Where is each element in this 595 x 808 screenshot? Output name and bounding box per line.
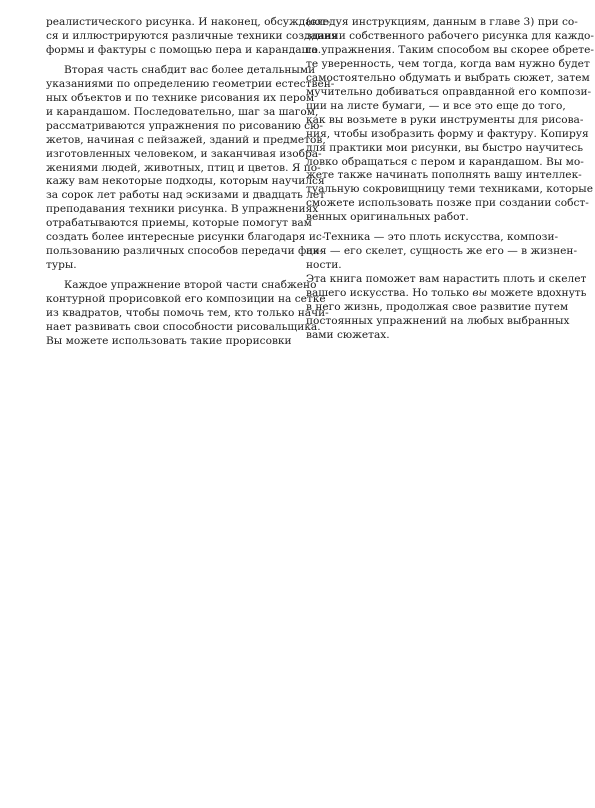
text-line: жете также начинать пополнять вашу интеллек- xyxy=(306,169,582,182)
text-line: ловко обращаться с пером и карандашом. Вы мо- xyxy=(306,155,584,168)
text-line: для практики мои рисунки, вы быстро научитесь xyxy=(306,141,583,154)
text-line: те уверенность, чем тогда, когда вам нужно будет xyxy=(306,57,590,70)
text-line: (следуя инструкциям, данным в главе 3) при со- xyxy=(306,16,578,28)
text-line: отрабатываются приемы, которые помогут вам xyxy=(46,217,312,230)
text-line: за сорок лет работы над эскизами и двадцать лет xyxy=(46,189,325,202)
text-line: нает развивать свои способности рисовальщика. xyxy=(46,321,321,334)
text-line: ции на листе бумаги, — и все это еще до того, xyxy=(306,99,566,112)
text-line: как вы возьмете в руки инструменты для рисова- xyxy=(306,113,584,126)
text-line: контурной прорисовкой его композиции на сетке xyxy=(46,293,326,306)
left-column xyxy=(46,16,338,349)
text-line: жениями людей, животных, птиц и цветов. Я по- xyxy=(46,161,321,174)
text-line: здании собственного рабочего рисунка для каждо- xyxy=(306,29,594,42)
text-line: мучительно добиваться оправданной его компози- xyxy=(306,85,592,98)
text-line: сможете использовать позже при создании собст- xyxy=(306,197,589,210)
text-line: ния, чтобы изобразить форму и фактуру. Копируя xyxy=(306,127,589,140)
text-line: из квадратов, чтобы помочь тем, кто только начи- xyxy=(46,307,329,320)
text-line: жетов, начиная с пейзажей, зданий и предметов, xyxy=(46,133,326,146)
text-line: туры. xyxy=(46,259,77,272)
text-line: Техника — это плоть искусства, компози- xyxy=(324,231,559,244)
text-line: кажу вам некоторые подходы, которым научился xyxy=(46,175,325,188)
text-line: рассматриваются упражнения по рисованию сю- xyxy=(46,119,323,132)
text-line: реалистического рисунка. И наконец, обсуждают- xyxy=(46,16,331,28)
text-line: ных объектов и по технике рисования их пером xyxy=(46,91,315,104)
text-line: вами сюжетах. xyxy=(306,328,390,341)
text-line xyxy=(306,287,587,301)
text-line: го упражнения. Таким способом вы скорее обрете- xyxy=(306,43,594,56)
text-line: венных оригинальных работ. xyxy=(306,211,469,224)
text-line: ности. xyxy=(306,259,342,272)
text-line: Каждое упражнение второй части снабжено xyxy=(64,279,317,292)
text-segment: можете вдохнуть xyxy=(487,287,587,300)
text-line: создать более интересные рисунки благодаря ис- xyxy=(46,231,326,244)
text-line: и карандашом. Последовательно, шаг за шагом, xyxy=(46,105,319,118)
text-line: Вторая часть снабдит вас более детальными xyxy=(64,63,316,76)
text-line: преподавания техники рисунка. В упражнениях xyxy=(46,203,319,216)
text-line: самостоятельно обдумать и выбрать сюжет, затем xyxy=(306,71,590,84)
text-line: Эта книга поможет вам нарастить плоть и скелет xyxy=(306,273,587,286)
text-line: пользованию различных способов передачи фак- xyxy=(46,245,323,258)
text-line: указаниями по определению геометрии естествен- xyxy=(46,77,335,90)
text-line: Вы можете использовать такие прорисовки xyxy=(46,334,292,347)
text-line: ция — его скелет, сущность же его — в жизнен- xyxy=(306,245,578,258)
emphasis-text: вы xyxy=(472,287,488,300)
text-segment: вашего искусства. Но только xyxy=(306,287,473,300)
text-line: туальную сокровищницу теми техниками, которые xyxy=(306,183,594,196)
text-line: ся и иллюстрируются различные техники создания xyxy=(46,29,338,42)
text-line: постоянных упражнений на любых выбранных xyxy=(306,315,570,328)
text-line: изготовленных человеком, и заканчивая изобра- xyxy=(46,147,322,160)
right-column xyxy=(306,16,594,343)
text-line: в него жизнь, продолжая свое развитие путем xyxy=(306,301,569,314)
text-line: формы и фактуры с помощью пера и карандаша. xyxy=(46,43,322,56)
